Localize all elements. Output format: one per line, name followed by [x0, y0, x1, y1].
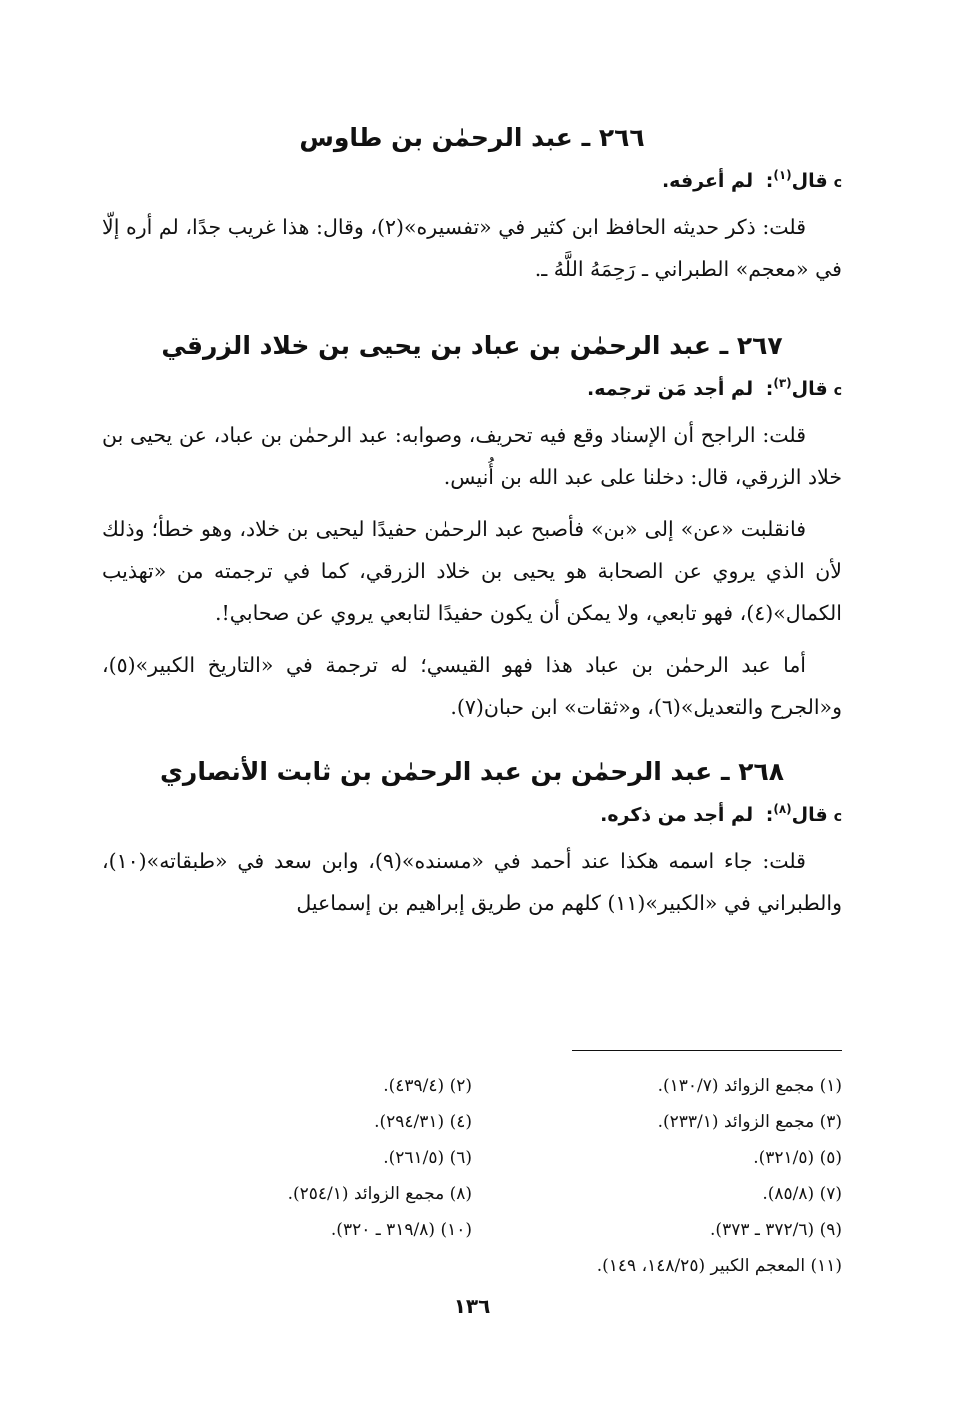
entry-title: ٢٦٦ ـ عبد الرحمٰن بن طاوس	[299, 123, 645, 152]
entry-title: ٢٦٧ ـ عبد الرحمٰن بن عباد بن يحيى بن خلاد الزرقي	[161, 331, 783, 360]
footnote: (٢) (٤٣٩/٤).	[383, 1076, 472, 1096]
footnote: (١٠) (٣١٩/٨ ـ ٣٢٠).	[330, 1220, 472, 1240]
verdict-line: c قال (١) : لم أعرفه.	[102, 164, 842, 200]
footnote: (٥) (٣٢١/٥).	[753, 1148, 842, 1168]
paragraph: فانقلبت «عن» إلى «بن» فأصبح عبد الرحمٰن حفيدًا ليحيى بن خلاد، وهو خطأ؛ وذلك لأن الذي يروي عن الصحابة هو يحيى بن خلاد الزرقي، كما في ترجمته من «تهذيب الكمال»(٤)، فهو تابعي، ولا يمكن أن يكون حفيدًا لتابعي يروي عن صحابي!.	[102, 517, 842, 625]
verdict-marker: c	[833, 175, 842, 191]
footnote-row	[102, 1104, 842, 1140]
paragraph: أما عبد الرحمٰن بن عباد هذا فهو القيسي؛ له ترجمة في «التاريخ الكبير»(٥)، و«الجرح والتعديل»(٦)، و«ثقات» ابن حبان(٧).	[102, 653, 842, 719]
entry-267	[102, 326, 842, 728]
entry-268	[102, 752, 842, 924]
verdict-marker: c	[833, 809, 842, 825]
footnotes	[102, 1068, 842, 1284]
footnote: (٦) (٢٦١/٥).	[383, 1148, 472, 1168]
footnote-ref: (١)	[773, 168, 792, 182]
verdict-label: قال	[791, 170, 828, 192]
footnote: (٨) مجمع الزوائد (٢٥٤/١).	[287, 1184, 472, 1204]
entry-title: ٢٦٨ ـ عبد الرحمٰن بن عبد الرحمٰن بن ثابت الأنصاري	[160, 757, 784, 786]
entry-266	[102, 118, 842, 290]
footnote-ref: (٣)	[773, 376, 792, 390]
verdict-text: لم أجد مَن ترجمه.	[587, 378, 754, 400]
book-page	[102, 118, 842, 1348]
footnote-ref: (٨)	[773, 802, 792, 816]
footnote-row	[102, 1176, 842, 1212]
footnote-separator	[572, 1050, 842, 1051]
footnote: (١١) المعجم الكبير (١٤٨/٢٥، ١٤٩).	[596, 1256, 842, 1276]
footnote-row	[102, 1068, 842, 1104]
footnote-row	[102, 1248, 842, 1284]
verdict-text: لم أجد من ذكره.	[600, 804, 754, 826]
page-number: ١٣٦	[453, 1294, 491, 1318]
footnote: (٤) (٢٩٤/٣١).	[374, 1112, 472, 1132]
verdict-label: قال	[791, 804, 828, 826]
paragraph: قلت: ذكر حديثه الحافظ ابن كثير في «تفسيره»(٢)، وقال: هذا غريب جدًا، لم أره إلّا في «معجم» الطبراني ـ رَحِمَهُ اللَّهُ ـ.	[102, 215, 842, 281]
verdict-text: لم أعرفه.	[661, 170, 754, 192]
footnote: (١) مجمع الزوائد (١٣٠/٧).	[657, 1076, 842, 1096]
verdict-line: c قال (٣) : لم أجد مَن ترجمه.	[102, 372, 842, 408]
footnote: (٩) (٣٧٢/٦ ـ ٣٧٣).	[710, 1220, 842, 1240]
footnote-row	[102, 1212, 842, 1248]
footnote-row	[102, 1140, 842, 1176]
footnote: (٧) (٨٥/٨).	[762, 1184, 842, 1204]
verdict-label: قال	[791, 378, 828, 400]
paragraph: قلت: جاء اسمه هكذا عند أحمد في «مسنده»(٩)، وابن سعد في «طبقاته»(١٠)، والطبراني في «الكبير»(١١) كلهم من طريق إبراهيم بن إسماعيل	[102, 849, 842, 915]
paragraph: قلت: الراجح أن الإسناد وقع فيه تحريف، وصوابه: عبد الرحمٰن بن عباد، عن يحيى بن خلاد الزرقي، قال: دخلنا على عبد الله بن أُنيس.	[102, 423, 842, 489]
verdict-line: c قال (٨) : لم أجد من ذكره.	[102, 798, 842, 834]
verdict-marker: c	[833, 383, 842, 399]
footnote: (٣) مجمع الزوائد (٢٣٣/١).	[657, 1112, 842, 1132]
